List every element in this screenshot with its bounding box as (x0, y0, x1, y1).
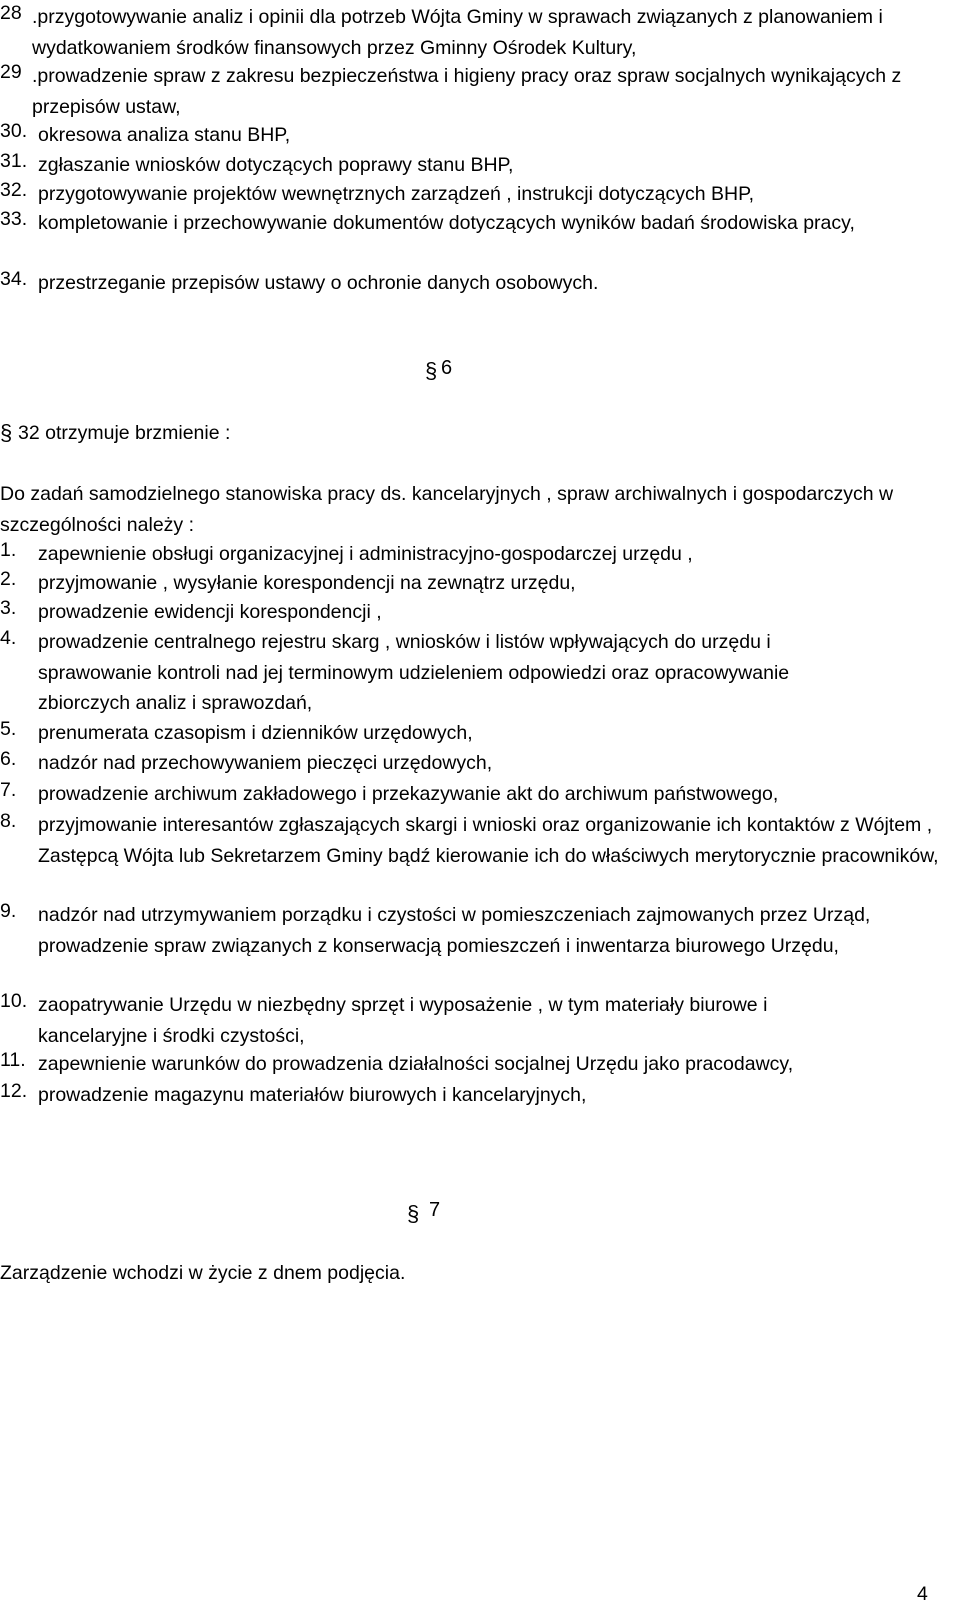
intro-paragraph: Do zadań samodzielnego stanowiska pracy ds. kancelaryjnych , spraw archiwalnych i gospodarczych w szczególności należy : (0, 483, 894, 536)
item-number: 9. (0, 900, 17, 922)
item-number: 31. (0, 150, 28, 172)
list-item (0, 61, 940, 122)
item-text: .przygotowywanie analiz i opinii dla potrzeb Wójta Gminy w sprawach związanych z planowaniem i wydatkowaniem środków finansowych przez Gminny Ośrodek Kultury, (32, 6, 883, 59)
item-number: 5. (0, 718, 17, 740)
list-item (0, 539, 940, 570)
item-number: 7. (0, 779, 17, 801)
item-number: 29 (0, 61, 22, 83)
list-item (0, 597, 940, 628)
list-item (0, 748, 940, 779)
list-item (0, 568, 940, 599)
item-text: nadzór nad przechowywaniem pieczęci urzędowych, (38, 752, 493, 774)
item-number: 30. (0, 120, 28, 142)
list-item (0, 900, 940, 961)
item-number: 12. (0, 1080, 28, 1102)
list-item (0, 2, 940, 63)
item-number: 33. (0, 208, 28, 230)
item-text: prowadzenie ewidencji korespondencji , (38, 601, 382, 623)
section-symbol: § (425, 358, 438, 383)
item-text: przygotowywanie projektów wewnętrznych zarządzeń , instrukcji dotyczących BHP, (38, 183, 755, 205)
item-text: nadzór nad utrzymywaniem porządku i czystości w pomieszczeniach zajmowanych przez Urząd, prowadzenie spraw związanych z konserwacją pomieszczeń i inwentarza biurowego Urzędu, (38, 904, 871, 957)
list-item (0, 208, 940, 239)
section-number: 7 (429, 1199, 441, 1221)
item-number: 32. (0, 179, 28, 201)
list-item (0, 150, 940, 181)
list-item (0, 120, 940, 151)
item-text: prowadzenie archiwum zakładowego i przekazywanie akt do archiwum państwowego, (38, 783, 779, 805)
item-number: 4. (0, 627, 17, 649)
item-number: 6. (0, 748, 17, 770)
item-number: 10. (0, 990, 28, 1012)
item-text: kompletowanie i przechowywanie dokumentów dotyczących wyników badań środowiska pracy, (38, 212, 855, 234)
list-item (0, 1080, 940, 1111)
list-item (0, 718, 940, 749)
item-number: 8. (0, 810, 17, 832)
item-text: okresowa analiza stanu BHP, (38, 124, 291, 146)
item-number: 2. (0, 568, 17, 590)
list-item (0, 179, 940, 210)
item-text: .prowadzenie spraw z zakresu bezpieczeństwa i higieny pracy oraz spraw socjalnych wynikających z przepisów ustaw, (32, 65, 902, 118)
item-text: zaopatrywanie Urzędu w niezbędny sprzęt i wyposażenie , w tym materiały biurowe i kancelaryjne i środki czystości, (38, 994, 768, 1047)
item-text: zapewnienie warunków do prowadzenia działalności socjalnej Urzędu jako pracodawcy, (38, 1053, 794, 1075)
item-text: przyjmowanie , wysyłanie korespondencji na zewnątrz urzędu, (38, 572, 576, 594)
item-text: przyjmowanie interesantów zgłaszających skargi i wnioski oraz organizowanie ich kontaktów z Wójtem , Zastępcą Wójta lub Sekretarzem Gminy bądź kierowanie ich do właściwych merytorycznie pracowników, (38, 814, 939, 867)
item-number: 28 (0, 2, 22, 24)
page-number: 4 (917, 1583, 928, 1605)
item-text: prenumerata czasopism i dzienników urzędowych, (38, 722, 473, 744)
list-item (0, 1049, 940, 1080)
list-item (0, 810, 940, 871)
item-number: 34. (0, 268, 28, 290)
list-item (0, 627, 940, 719)
item-number: 1. (0, 539, 17, 561)
item-text: zgłaszanie wniosków dotyczących poprawy stanu BHP, (38, 154, 514, 176)
section-symbol: § (0, 420, 13, 445)
item-text: prowadzenie magazynu materiałów biurowych i kancelaryjnych, (38, 1084, 587, 1106)
list-item (0, 990, 940, 1051)
section-number: 6 (441, 357, 453, 379)
section-symbol: § (407, 1201, 420, 1226)
item-number: 3. (0, 597, 17, 619)
item-text: zapewnienie obsługi organizacyjnej i administracyjno-gospodarczej urzędu , (38, 543, 693, 565)
item-number: 11. (0, 1049, 26, 1071)
item-text: przestrzeganie przepisów ustawy o ochronie danych osobowych. (38, 272, 599, 294)
list-item (0, 779, 940, 810)
item-text: prowadzenie centralnego rejestru skarg , wniosków i listów wpływających do urzędu i sprawowanie kontroli nad jej terminowym udzieleniem odpowiedzi oraz opracowywanie zbiorczych analiz i sprawozdań, (38, 631, 790, 714)
list-item (0, 268, 940, 299)
section-32-heading: 32 otrzymuje brzmienie : (18, 422, 231, 444)
closing-statement: Zarządzenie wchodzi w życie z dnem podjęcia. (0, 1262, 406, 1284)
